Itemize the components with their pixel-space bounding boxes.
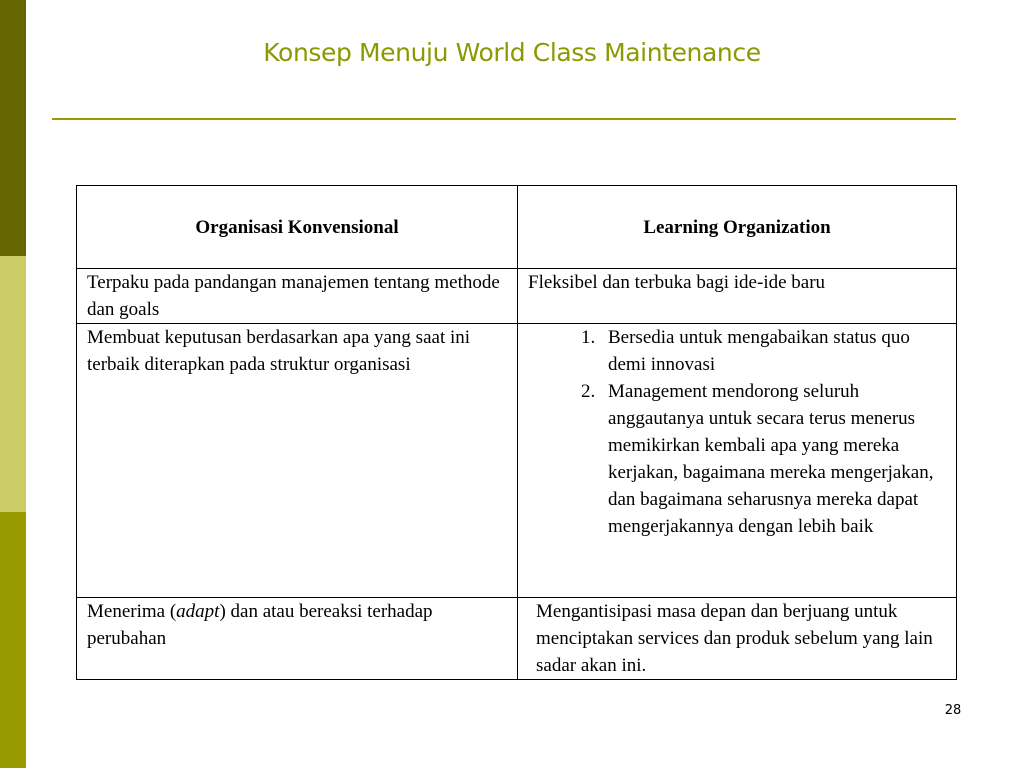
table-row — [77, 598, 957, 680]
italic-term: adapt — [176, 601, 220, 622]
cell-conventional: Terpaku pada pandangan manajemen tentang methode dan goals — [77, 269, 518, 324]
sidebar-band-bottom — [0, 512, 26, 768]
table-row — [77, 269, 957, 324]
numbered-list — [528, 324, 946, 540]
header-learning-organization: Learning Organization — [518, 186, 957, 269]
cell-conventional: Membuat keputusan berdasarkan apa yang saat ini terbaik diterapkan pada struktur organisasi — [77, 324, 518, 598]
cell-text: Menerima ( — [87, 601, 177, 622]
cell-conventional — [77, 598, 518, 680]
table-header-row — [77, 186, 957, 269]
comparison-table — [76, 185, 957, 680]
list-item: 2. Management mendorong seluruh anggautanya untuk secara terus menerus memikirkan kembali apa yang mereka kerjakan, bagaimana mereka mengerjakan, dan bagaimana seharusnya mereka dapat mengerjakannya dengan lebih baik — [600, 378, 946, 540]
cell-learning: Fleksibel dan terbuka bagi ide-ide baru — [518, 269, 957, 324]
cell-text: ) dan atau bereaksi terhadap perubahan — [87, 601, 433, 649]
cell-learning — [518, 324, 957, 598]
page-number: 28 — [944, 703, 962, 718]
header-organisasi-konvensional: Organisasi Konvensional — [77, 186, 518, 269]
sidebar-decoration — [0, 0, 26, 768]
title-underline — [52, 118, 956, 120]
list-item: 1. Bersedia untuk mengabaikan status quo demi innovasi — [600, 324, 946, 378]
cell-learning: Mengantisipasi masa depan dan berjuang untuk menciptakan services dan produk sebelum yang lain sadar akan ini. — [518, 598, 957, 680]
sidebar-band-middle — [0, 256, 26, 512]
slide-title: Konsep Menuju World Class Maintenance — [263, 38, 761, 67]
table-row — [77, 324, 957, 598]
